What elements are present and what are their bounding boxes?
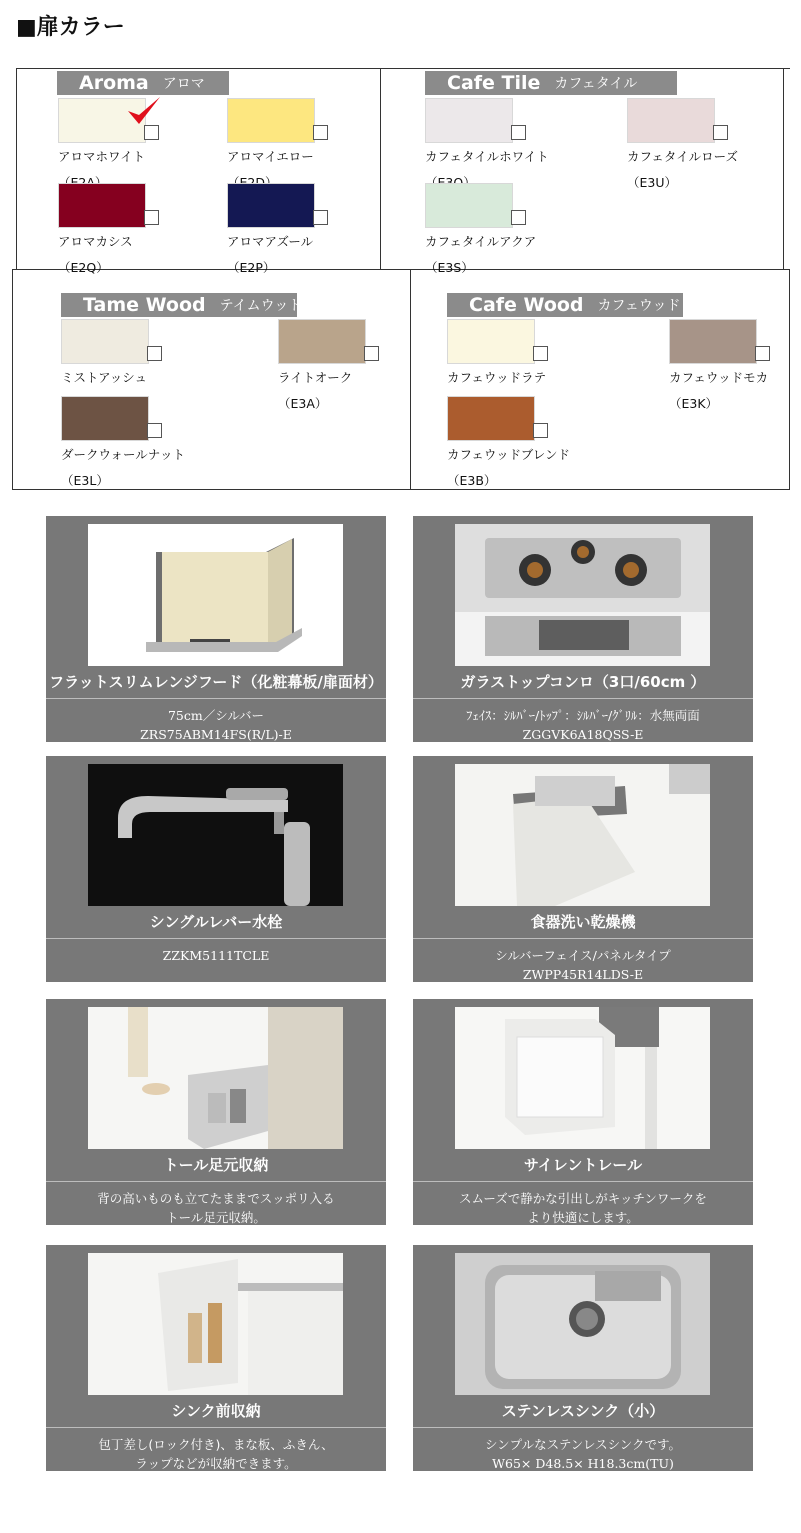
series-name-ja: アロマ <box>162 76 205 92</box>
color-code: （E3B） <box>447 473 497 488</box>
description-line: より快適にします。 <box>527 1210 639 1225</box>
product-photo-sink-front-storage <box>88 1253 343 1395</box>
equipment-title: ガラストップコンロ（3口/60cm ） <box>460 673 706 691</box>
series-name-ja: カフェタイル <box>554 76 638 92</box>
description-line: スムーズで静かな引出しがキッチンワークを <box>459 1191 707 1206</box>
swatch <box>58 98 146 143</box>
series-name-en: Tame Wood <box>83 294 206 316</box>
equipment-card-glass-top-stove <box>413 516 753 742</box>
description-line: ZZKM5111TCLE <box>162 948 270 963</box>
description-line: ﾌｪｲｽ：ｼﾙﾊﾞｰ/ﾄｯﾌﾟ：ｼﾙﾊﾞｰ/ｸﾞﾘﾙ：水無両面 <box>466 708 700 723</box>
equipment-title: フラットスリムレンジフード（化粧幕板/扉面材） <box>49 673 383 691</box>
description-line: 75cm／シルバー <box>167 708 265 723</box>
equipment-card-tall-floor-storage <box>46 999 386 1225</box>
swatch <box>447 396 535 441</box>
color-code: （E3U） <box>627 175 678 190</box>
equipment-description <box>413 1189 753 1227</box>
color-name: ライトオーク <box>278 370 353 385</box>
description-line: ZGGVK6A18QSS-E <box>522 727 644 742</box>
description-line: 背の高いものも立てたままでスッポリ入る <box>97 1191 335 1206</box>
color-name: アロマホワイト <box>58 149 146 164</box>
checkbox[interactable] <box>364 346 379 361</box>
series-name-ja: テイムウッド <box>219 298 303 314</box>
color-name: アロマイエロー <box>227 149 314 164</box>
swatch <box>669 319 757 364</box>
product-photo-range-hood <box>88 524 343 666</box>
description-line: ZWPP45R14LDS-E <box>522 967 644 982</box>
product-photo-stainless-sink <box>455 1253 710 1395</box>
swatch <box>447 319 535 364</box>
swatch <box>425 98 513 143</box>
color-option-aroma-white[interactable] <box>58 98 218 191</box>
color-name: カフェウッドラテ <box>447 370 547 385</box>
swatch <box>227 98 315 143</box>
product-photo-faucet <box>88 764 343 906</box>
grid-top-line <box>16 68 790 69</box>
color-option-cafe-wood-blend[interactable] <box>447 396 607 489</box>
color-name: カフェタイルアクア <box>425 234 537 249</box>
swatch <box>425 183 513 228</box>
description-line: シルバーフェイス/パネルタイプ <box>495 948 671 963</box>
swatch <box>627 98 715 143</box>
checkbox[interactable] <box>533 423 548 438</box>
swatch <box>58 183 146 228</box>
color-code: （E3A） <box>278 396 328 411</box>
color-code: （E3S） <box>425 260 474 275</box>
equipment-card-stainless-sink <box>413 1245 753 1471</box>
equipment-card-faucet <box>46 756 386 982</box>
color-name: アロマカシス <box>58 234 133 249</box>
color-name: ダークウォールナット <box>61 447 186 462</box>
checkbox[interactable] <box>313 125 328 140</box>
grid-bottom-line <box>12 489 790 490</box>
series-label-aroma <box>57 71 229 95</box>
equipment-title: トール足元収納 <box>163 1156 269 1174</box>
equipment-description <box>413 1435 753 1473</box>
checkbox[interactable] <box>511 125 526 140</box>
color-option-aroma-cassis[interactable] <box>58 183 218 276</box>
product-photo-glass-top-stove <box>455 524 710 666</box>
checkbox[interactable] <box>147 423 162 438</box>
checkmark-icon <box>125 95 163 129</box>
grid-left-line-lower <box>12 269 13 489</box>
color-name: カフェウッドブレンド <box>447 447 570 462</box>
panel-divider <box>46 938 386 939</box>
swatch <box>227 183 315 228</box>
equipment-title: シンク前収納 <box>171 1402 261 1420</box>
series-name-en: Cafe Wood <box>469 294 584 316</box>
color-name: カフェウッドモカ <box>669 370 769 385</box>
page-title: ■扉カラー <box>16 15 125 40</box>
equipment-title: シングルレバー水栓 <box>149 913 283 931</box>
color-name: ミストアッシュ <box>61 370 148 385</box>
panel-divider <box>46 698 386 699</box>
color-code: （E3K） <box>669 396 719 411</box>
product-photo-tall-floor-storage <box>88 1007 343 1149</box>
checkbox[interactable] <box>144 210 159 225</box>
description-line: シンプルなステンレスシンクです。 <box>484 1437 682 1452</box>
color-option-aroma-yellow[interactable] <box>227 98 387 191</box>
equipment-description <box>413 706 753 744</box>
color-option-cafe-tile-aqua[interactable] <box>425 183 585 276</box>
panel-divider <box>46 1427 386 1428</box>
color-option-dark-walnut[interactable] <box>61 396 221 489</box>
equipment-card-sink-front-storage <box>46 1245 386 1471</box>
color-code: （E2P） <box>227 260 276 275</box>
panel-divider <box>413 938 753 939</box>
series-label-cafe-tile <box>425 71 677 95</box>
swatch <box>278 319 366 364</box>
equipment-title: 食器洗い乾燥機 <box>530 913 636 931</box>
panel-divider <box>413 1427 753 1428</box>
checkbox[interactable] <box>713 125 728 140</box>
checkbox[interactable] <box>511 210 526 225</box>
product-photo-silent-rail <box>455 1007 710 1149</box>
description-line: 包丁差し(ロック付き)、まな板、ふきん、 <box>98 1437 334 1452</box>
equipment-description <box>46 706 386 744</box>
description-line: ラップなどが収納できます。 <box>135 1456 297 1471</box>
series-label-cafe-wood <box>447 293 683 317</box>
grid-left-line <box>16 68 17 269</box>
series-label-tame-wood <box>61 293 303 317</box>
equipment-card-range-hood <box>46 516 386 742</box>
product-photo-dishwasher <box>455 764 710 906</box>
description-line: W65× D48.5× H18.3cm(TU) <box>492 1456 674 1471</box>
series-name-en: Cafe Tile <box>447 72 541 94</box>
color-option-cafe-tile-white[interactable] <box>425 98 585 191</box>
checkbox[interactable] <box>755 346 770 361</box>
color-option-cafe-tile-rose[interactable] <box>627 98 787 191</box>
color-option-light-oak[interactable] <box>278 319 438 412</box>
series-name-en: Aroma <box>79 72 149 94</box>
checkbox[interactable] <box>313 210 328 225</box>
equipment-title: サイレントレール <box>523 1156 643 1174</box>
equipment-card-silent-rail <box>413 999 753 1225</box>
equipment-description <box>46 1189 386 1227</box>
swatch <box>61 396 149 441</box>
equipment-description <box>413 946 753 984</box>
color-option-aroma-azul[interactable] <box>227 183 387 276</box>
equipment-card-dishwasher <box>413 756 753 982</box>
color-code: （E2Q） <box>58 260 109 275</box>
panel-divider <box>413 698 753 699</box>
color-code: （E3L） <box>61 473 109 488</box>
panel-divider <box>413 1181 753 1182</box>
color-name: カフェタイルローズ <box>627 149 739 164</box>
color-option-cafe-wood-mocha[interactable] <box>669 319 801 412</box>
color-name: アロマアズール <box>227 234 314 249</box>
color-name: カフェタイルホワイト <box>425 149 549 164</box>
panel-divider <box>46 1181 386 1182</box>
description-line: ZRS75ABM14FS(R/L)-E <box>140 727 292 742</box>
equipment-description <box>46 946 386 965</box>
checkbox[interactable] <box>533 346 548 361</box>
swatch <box>61 319 149 364</box>
equipment-description <box>46 1435 386 1473</box>
equipment-title: ステンレスシンク（小） <box>501 1402 665 1420</box>
description-line: トール足元収納。 <box>166 1210 266 1225</box>
series-name-ja: カフェウッド <box>597 298 681 314</box>
checkbox[interactable] <box>147 346 162 361</box>
